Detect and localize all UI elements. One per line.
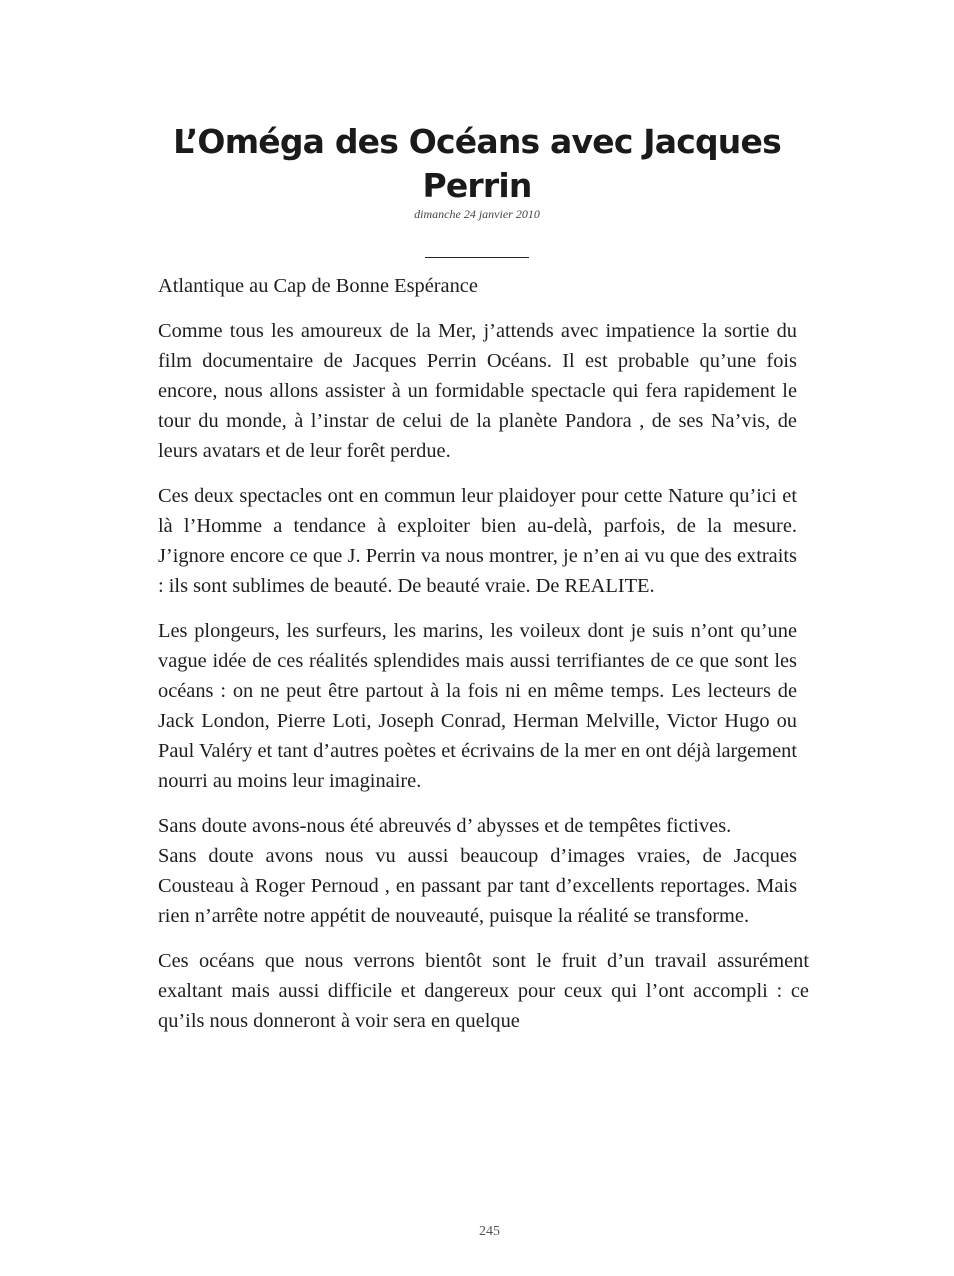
page-number: 245 bbox=[479, 1224, 500, 1239]
article-body bbox=[158, 271, 809, 1051]
title-separator bbox=[425, 257, 529, 258]
article-date: dimanche 24 janvier 2010 bbox=[414, 207, 540, 221]
paragraph: Comme tous les amoureux de la Mer, j’attends avec impatience la sortie du film documentaire de Jacques Perrin Océans. Il est probable qu’une fois encore, nous allons assister à un formidable spectacle qui fera rapidement le tour du monde, à l’instar de celui de la planète Pandora , de ses Na’vis, de leurs avatars et de leur forêt perdue. bbox=[158, 320, 797, 462]
paragraph: Ces deux spectacles ont en commun leur plaidoyer pour cette Nature qu’ici et là l’Homme a tendance à exploiter bien au-delà, parfois, de la mesure. J’ignore encore ce que J. Perrin va nous montrer, je n’en ai vu que des extraits : ils sont sublimes de beauté. De beauté vraie. De REALITE. bbox=[158, 485, 797, 597]
paragraph: Ces océans que nous verrons bientôt sont le fruit d’un travail assurément exaltant mais aussi difficile et dangereux pour ceux qui l’ont accompli : ce qu’ils nous donneront à voir sera en quelque bbox=[158, 950, 809, 1032]
paragraph-line: Sans doute avons-nous été abreuvés d’ abysses et de tempêtes fictives. bbox=[158, 815, 732, 837]
paragraph bbox=[158, 811, 797, 931]
paragraph: Les plongeurs, les surfeurs, les marins, les voileux dont je suis n’ont qu’une vague idée de ces réalités splendides mais aussi terrifiantes de ce que sont les océans : on ne peut être partout à la fois ni en même temps. Les lecteurs de Jack London, Pierre Loti, Joseph Conrad, Herman Melville, Victor Hugo ou Paul Valéry et tant d’autres poètes et écrivains de la mer en ont déjà largement nourri au moins leur imaginaire. bbox=[158, 620, 797, 792]
paragraph-line: Sans doute avons nous vu aussi beaucoup d’images vraies, de Jacques Cousteau à Roger Pernoud , en passant par tant d’excellents reportages. Mais rien n’arrête notre appétit de nouveauté, puisque la réalité se transforme. bbox=[158, 845, 797, 927]
article-title: L’Oméga des Océans avec Jacques Perrin bbox=[173, 122, 781, 205]
photo-caption: Atlantique au Cap de Bonne Espérance bbox=[158, 275, 478, 297]
